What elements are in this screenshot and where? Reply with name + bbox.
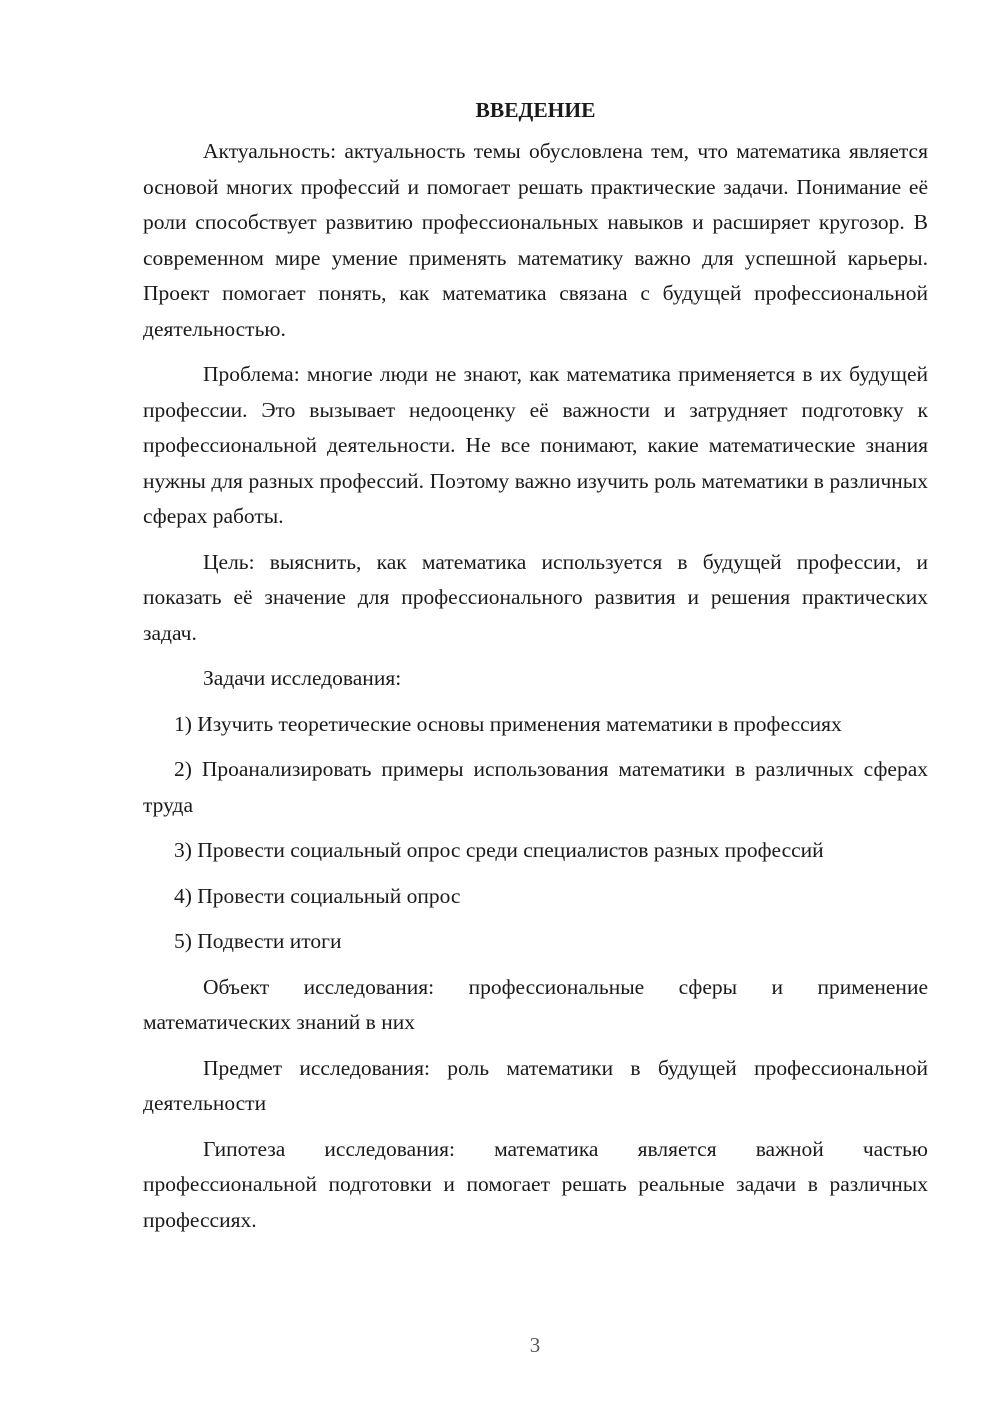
task-item-2: 2) Проанализировать примеры использования математики в различных сферах труда	[143, 757, 928, 817]
paragraph-subject: Предмет исследования: роль математики в будущей профессиональной деятельности	[143, 1055, 928, 1115]
paragraph-hypothesis: Гипотеза исследования: математика является важной частью профессиональной подготовки и помогает решать реальные задачи в различных профессиях.	[143, 1136, 928, 1232]
paragraph-problem: Проблема: многие люди не знают, как математика применяется в их будущей профессии. Это вызывает недооценку её важности и затрудняет подготовку к профессиональной деятельности. Не все понимают, какие математические знания нужны для разных профессий. Поэтому важно изучить роль математики в различных сферах работы.	[143, 362, 928, 528]
page-title: ВВЕДЕНИЕ	[475, 98, 596, 122]
task-item-3: 3) Провести социальный опрос среди специалистов разных профессий	[174, 838, 824, 862]
page-number: 3	[529, 1333, 541, 1357]
task-item-5: 5) Подвести итоги	[174, 929, 342, 953]
document-page	[143, 92, 928, 1248]
tasks-title: Задачи исследования:	[203, 666, 402, 690]
task-item-4: 4) Провести социальный опрос	[174, 883, 461, 908]
task-item-1: 1) Изучить теоретические основы применения математики в профессиях	[174, 711, 842, 736]
paragraph-relevance: Актуальность: актуальность темы обусловлена тем, что математика является основой многих профессий и помогает решать практические задачи. Понимание её роли способствует развитию профессиональных навыков и расширяет кругозор. В современном мире умение применять математику важно для успешной карьеры. Проект помогает понять, как математика связана с будущей профессиональной деятельностью.	[143, 139, 928, 341]
paragraph-object: Объект исследования: профессиональные сферы и применение математических знаний в них	[143, 974, 928, 1034]
paragraph-goal: Цель: выяснить, как математика используется в будущей профессии, и показать её значение для профессионального развития и решения практических задач.	[143, 549, 928, 645]
